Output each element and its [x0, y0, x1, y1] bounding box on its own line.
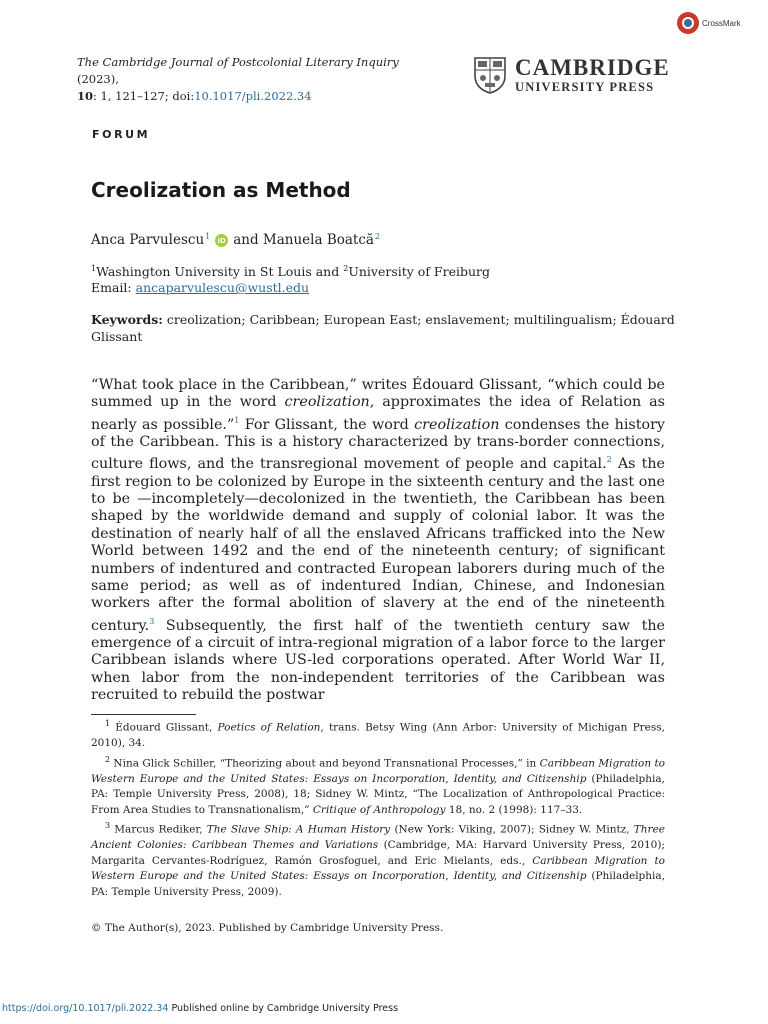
author-line — [91, 232, 380, 248]
journal-title: The Cambridge Journal of Postcolonial Literary Inquiry — [77, 55, 399, 69]
journal-volume: 10 — [77, 89, 94, 103]
keywords-text: creolization; Caribbean; European East; enslavement; multilingualism; Édouard Glissant — [91, 312, 675, 344]
affil-sup-2: 2 — [343, 264, 349, 273]
footnotes — [91, 716, 665, 900]
affil-2: University of Freiburg — [348, 264, 490, 280]
footnote-ref-1[interactable]: 1 — [234, 415, 240, 425]
email-label: Email: — [91, 280, 136, 296]
author-2: and Manuela Boatcă — [233, 232, 374, 248]
footer-text: Published online by Cambridge University Press — [168, 1003, 399, 1014]
publisher-subtitle: UNIVERSITY PRESS — [515, 80, 655, 95]
author-1: Anca Parvulescu — [91, 232, 205, 248]
email-link[interactable]: ancaparvulescu@wustl.edu — [135, 280, 310, 296]
journal-issue-pages: : 1, 121–127; doi: — [93, 89, 195, 103]
author-2-affil: 2 — [374, 232, 381, 241]
affil-sup-1: 1 — [91, 264, 97, 273]
footnote-ref-2[interactable]: 2 — [606, 455, 612, 465]
footnote-3: $^3$ Marcus Rediker, The Slave Ship: A Human History (New York: Viking, 2007); Sidney W. Mintz, Three Ancient Colonies: Caribbean Themes and Variations (Cambridge, MA: Harvard University Press, 2010); Margarita Cervantes-Rodríguez, Ramón Grosfoguel, and Eric Mielants, eds., Caribbean Migration to Western Europe and the United States: Essays on Incorporation, Identity, and Citizenship (Philadelphia, PA: Temple University Press, 2009). — [91, 821, 665, 898]
footer-doi-link[interactable]: https://doi.org/10.1017/pli.2022.34 — [2, 1003, 169, 1014]
footnote-2: $^2$ Nina Glick Schiller, “Theorizing about and beyond Transnational Processes,” in Caribbean Migration to Western Europe and the United States: Essays on Incorporation, Identity, and Citizenship (Philadelphia, PA: Temple University Press, 2008), 18; Sidney W. Mintz, “The Localization of Anthropological Practice: From Area Studies to Transnationalism,” Critique of Anthropology 18, no. 2 (1998): 117–33. — [91, 754, 665, 816]
affil-1: Washington University in St Louis and — [96, 264, 344, 280]
journal-year: (2023), — [77, 72, 119, 86]
article-title: Creolization as Method — [91, 178, 351, 202]
body-paragraph: “What took place in the Caribbean,” writes Édouard Glissant, “which could be summed up in the word creolization, approximates the idea of Relation as nearly as possible.”$^1$ For Glissant, the word creolization condenses the history of the Caribbean. This is a history characterized by trans-border connections, culture flows, and the transregional movement of people and capital.$^2$ As the first region to be colonized by Europe in the sixteenth century and the last one to be —incompletely—decolonized in the twentieth, the Caribbean has been shaped by the worldwide demand and supply of colonial labor. It was the destination of nearly half of all the enslaved Africans trafficked into the New World between 1492 and the end of the nineteenth century; of significant numbers of indentured and contracted European laborers during much of the same period; as well as of indentured Indian, Chinese, and Indonesian workers after the formal abolition of slavery at the end of the nineteenth century.$^3$ Subsequently, the first half of the twentieth century saw the emergence of a circuit of intra-regional migration of a labor force to the larger Caribbean islands where US-led corporations operated. After World War II, when labor from the non-independent territories of the Caribbean was recruited to rebuild the postwar — [91, 377, 666, 704]
copyright: © The Author(s), 2023. Published by Cambridge University Press. — [91, 922, 444, 934]
section-label: FORUM — [92, 128, 151, 141]
footnote-1: $^1$ Édouard Glissant, Poetics of Relation, trans. Betsy Wing (Ann Arbor: University of Michigan Press, 2010), 34. — [91, 719, 666, 749]
orcid-icon[interactable]: iD — [215, 234, 228, 247]
page-footer — [2, 1003, 398, 1014]
keywords-label: Keywords: — [91, 312, 163, 327]
footnote-divider — [91, 714, 196, 715]
author-1-affil: 1 — [205, 232, 211, 241]
doi-link[interactable]: 10.1017/pli.2022.34 — [194, 89, 312, 103]
footnote-ref-3[interactable]: 3 — [149, 616, 155, 626]
crossmark-label: CrossMark — [702, 18, 741, 28]
crossmark-badge[interactable] — [677, 12, 741, 34]
publisher-logo — [473, 56, 670, 94]
publisher-name: CAMBRIDGE — [515, 55, 670, 81]
journal-citation — [77, 54, 437, 105]
keywords — [91, 311, 681, 345]
affiliations — [91, 261, 490, 296]
article-body — [91, 377, 665, 705]
cambridge-shield-icon — [473, 56, 507, 94]
crossmark-icon — [677, 12, 699, 34]
